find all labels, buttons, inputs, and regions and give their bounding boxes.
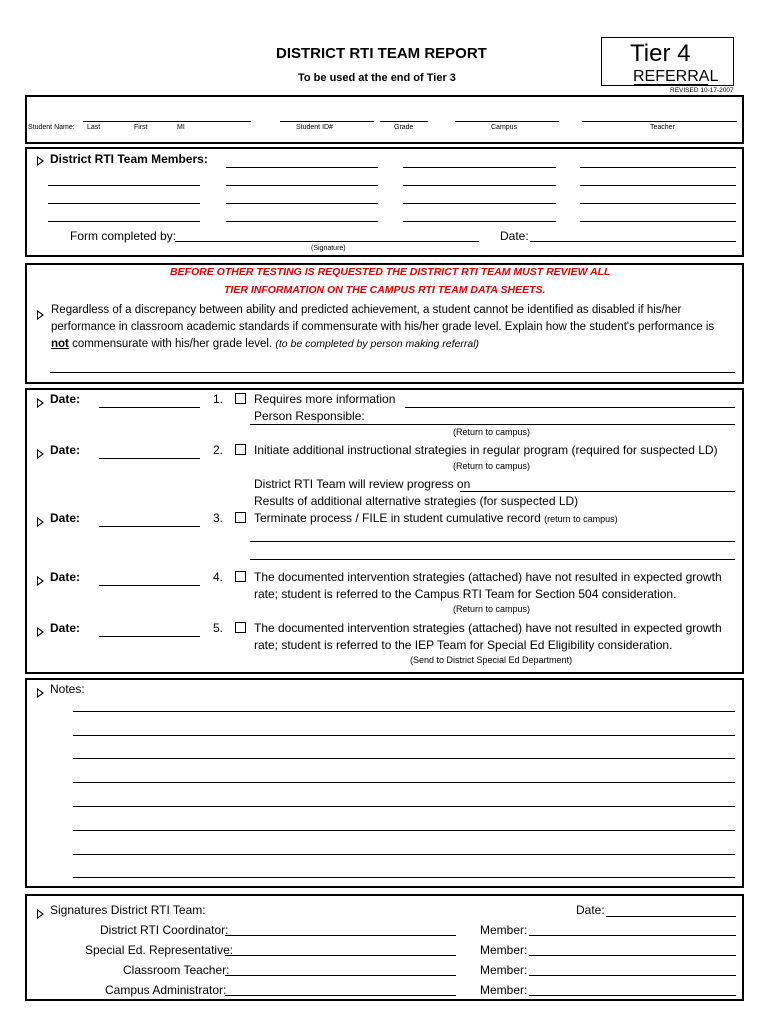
review-paragraph-text: commensurate with his/her grade level. xyxy=(68,338,273,350)
member-field[interactable] xyxy=(226,167,378,168)
arrow-icon xyxy=(37,685,44,703)
member-field[interactable] xyxy=(226,185,378,186)
member-field[interactable] xyxy=(580,167,736,168)
not-emphasis: not xyxy=(51,338,69,350)
option4-text-line-1: The documented intervention strategies (attached) have not resulted in expected growth xyxy=(254,570,722,584)
option1-info-field[interactable] xyxy=(405,407,735,408)
arrow-icon xyxy=(37,395,44,413)
student-id-label: Student ID# xyxy=(296,124,333,131)
option2-return-note: (Return to campus) xyxy=(453,461,531,471)
teacher-signature-field[interactable] xyxy=(225,975,456,976)
member-signature-field[interactable] xyxy=(529,995,736,996)
review-paragraph-line-1: Regardless of a discrepancy between ability and predicted achievement, a student cannot be identified as disabled if his/her xyxy=(51,304,682,316)
arrow-icon xyxy=(37,307,44,325)
option1-checkbox[interactable] xyxy=(235,393,246,404)
admin-label: Campus Administrator: xyxy=(105,983,227,997)
page-title: DISTRICT RTI TEAM REPORT xyxy=(276,45,487,62)
arrow-icon xyxy=(37,153,44,171)
member-field[interactable] xyxy=(48,221,200,222)
sped-signature-field[interactable] xyxy=(225,955,456,956)
date-label: Date: xyxy=(500,229,529,243)
option4-number: 4. xyxy=(213,570,224,584)
option3-line[interactable] xyxy=(250,559,735,560)
date-field[interactable] xyxy=(530,241,736,242)
arrow-icon xyxy=(37,624,44,642)
team-members-label: District RTI Team Members: xyxy=(50,152,208,166)
warning-line-1: BEFORE OTHER TESTING IS REQUESTED THE DISTRICT RTI TEAM MUST REVIEW ALL xyxy=(170,266,611,278)
teacher-label: Teacher xyxy=(650,124,675,131)
option3-note: (return to campus) xyxy=(544,514,618,524)
notes-line[interactable] xyxy=(73,758,735,759)
date-label: Date: xyxy=(50,621,81,635)
option5-number: 5. xyxy=(213,621,224,635)
person-responsible-field[interactable] xyxy=(250,424,735,425)
grade-label: Grade xyxy=(394,124,414,131)
member-field[interactable] xyxy=(403,203,556,204)
campus-field[interactable] xyxy=(455,121,559,122)
form-completed-field[interactable] xyxy=(175,241,479,242)
sped-label: Special Ed. Representative: xyxy=(85,943,234,957)
arrow-icon xyxy=(37,906,44,924)
notes-line[interactable] xyxy=(73,782,735,783)
member-field[interactable] xyxy=(580,185,736,186)
member-signature-field[interactable] xyxy=(529,935,736,936)
last-label: Last xyxy=(87,124,101,131)
notes-line[interactable] xyxy=(73,830,735,831)
tier-label: Tier 4 xyxy=(630,40,691,67)
option2-date-field[interactable] xyxy=(99,458,200,459)
coordinator-signature-field[interactable] xyxy=(225,935,456,936)
teacher-field[interactable] xyxy=(582,121,737,122)
option4-return-note: (Return to campus) xyxy=(453,604,531,614)
form-completed-label: Form completed by: xyxy=(70,229,177,243)
member-label: Member: xyxy=(480,923,528,937)
option5-text-line-2: rate; student is referred to the IEP Team for Special Ed Eligibility consideration. xyxy=(254,638,673,652)
revised-date: REVISED 10-17-2007 xyxy=(670,87,734,94)
review-progress-text: District RTI Team will review progress on xyxy=(254,477,471,491)
tier-sub-label: REFERRAL xyxy=(633,68,719,85)
first-label: First xyxy=(134,124,148,131)
notes-line[interactable] xyxy=(73,877,735,878)
option3-line[interactable] xyxy=(250,541,735,542)
option4-text-line-2: rate; student is referred to the Campus RTI Team for Section 504 consideration. xyxy=(254,587,677,601)
arrow-icon xyxy=(37,446,44,464)
admin-signature-field[interactable] xyxy=(225,995,456,996)
arrow-icon xyxy=(37,573,44,591)
signatures-label: Signatures District RTI Team: xyxy=(50,903,206,917)
date-label: Date: xyxy=(50,570,81,584)
option1-text: Requires more information xyxy=(254,392,396,406)
person-responsible-label: Person Responsible: xyxy=(254,409,365,423)
notes-label: Notes: xyxy=(50,682,85,696)
option1-return-note: (Return to campus) xyxy=(453,427,531,437)
member-field[interactable] xyxy=(226,221,378,222)
option3-number: 3. xyxy=(213,511,224,525)
option2-number: 2. xyxy=(213,443,224,457)
notes-line[interactable] xyxy=(73,854,735,855)
option5-checkbox[interactable] xyxy=(235,622,246,633)
tier-underline xyxy=(634,84,708,85)
signatures-date-label: Date: xyxy=(576,903,605,917)
page-subtitle: To be used at the end of Tier 3 xyxy=(298,72,456,84)
teacher-sig-label: Classroom Teacher: xyxy=(123,963,230,977)
arrow-icon xyxy=(37,514,44,532)
mi-label: MI xyxy=(177,124,185,131)
alt-strategies-text: Results of additional alternative strategies (for suspected LD) xyxy=(254,494,579,508)
member-field[interactable] xyxy=(580,221,736,222)
date-label: Date: xyxy=(50,443,81,457)
member-field[interactable] xyxy=(48,185,200,186)
notes-line[interactable] xyxy=(73,806,735,807)
member-field[interactable] xyxy=(403,185,556,186)
review-progress-field[interactable] xyxy=(460,491,735,492)
campus-label: Campus xyxy=(491,124,518,131)
option4-date-field[interactable] xyxy=(99,585,200,586)
warning-line-2: TIER INFORMATION ON THE CAMPUS RTI TEAM DATA SHEETS. xyxy=(224,284,546,296)
student-info-box xyxy=(25,95,744,144)
explanation-field[interactable] xyxy=(50,372,735,373)
review-paragraph-line-2: performance in classroom academic standards if commensurate with his/her grade level. Explain how the student's performance is xyxy=(51,321,715,333)
student-name-field[interactable] xyxy=(83,121,251,122)
date-label: Date: xyxy=(50,511,81,525)
notes-line[interactable] xyxy=(73,711,735,712)
signature-caption: (Signature) xyxy=(311,245,346,252)
option1-number: 1. xyxy=(213,392,224,406)
option2-text: Initiate additional instructional strategies in regular program (required for suspected LD) xyxy=(254,443,718,457)
date-label: Date: xyxy=(50,392,81,406)
student-name-label: Student Name: xyxy=(28,124,75,131)
member-label: Member: xyxy=(480,983,528,997)
option3-text xyxy=(254,511,618,525)
option3-label: Terminate process / FILE in student cumulative record xyxy=(254,511,541,525)
option4-checkbox[interactable] xyxy=(235,571,246,582)
member-signature-field[interactable] xyxy=(529,955,736,956)
option3-date-field[interactable] xyxy=(99,526,200,527)
member-label: Member: xyxy=(480,943,528,957)
option2-checkbox[interactable] xyxy=(235,444,246,455)
member-signature-field[interactable] xyxy=(529,975,736,976)
review-note: (to be completed by person making referral) xyxy=(275,338,480,350)
notes-line[interactable] xyxy=(73,735,735,736)
coordinator-label: District RTI Coordinator: xyxy=(100,923,229,937)
notes-box xyxy=(25,678,744,888)
member-field[interactable] xyxy=(48,203,200,204)
review-paragraph-line-3 xyxy=(51,338,479,350)
member-field[interactable] xyxy=(226,203,378,204)
option3-checkbox[interactable] xyxy=(235,512,246,523)
member-field[interactable] xyxy=(580,203,736,204)
student-id-field[interactable] xyxy=(280,121,374,122)
member-field[interactable] xyxy=(403,167,556,168)
signatures-date-field[interactable] xyxy=(606,916,736,917)
member-field[interactable] xyxy=(403,221,556,222)
option5-text-line-1: The documented intervention strategies (attached) have not resulted in expected growth xyxy=(254,621,722,635)
option1-date-field[interactable] xyxy=(99,407,200,408)
grade-field[interactable] xyxy=(380,121,428,122)
option5-send-note: (Send to District Special Ed Department) xyxy=(410,655,573,665)
member-label: Member: xyxy=(480,963,528,977)
option5-date-field[interactable] xyxy=(99,636,200,637)
